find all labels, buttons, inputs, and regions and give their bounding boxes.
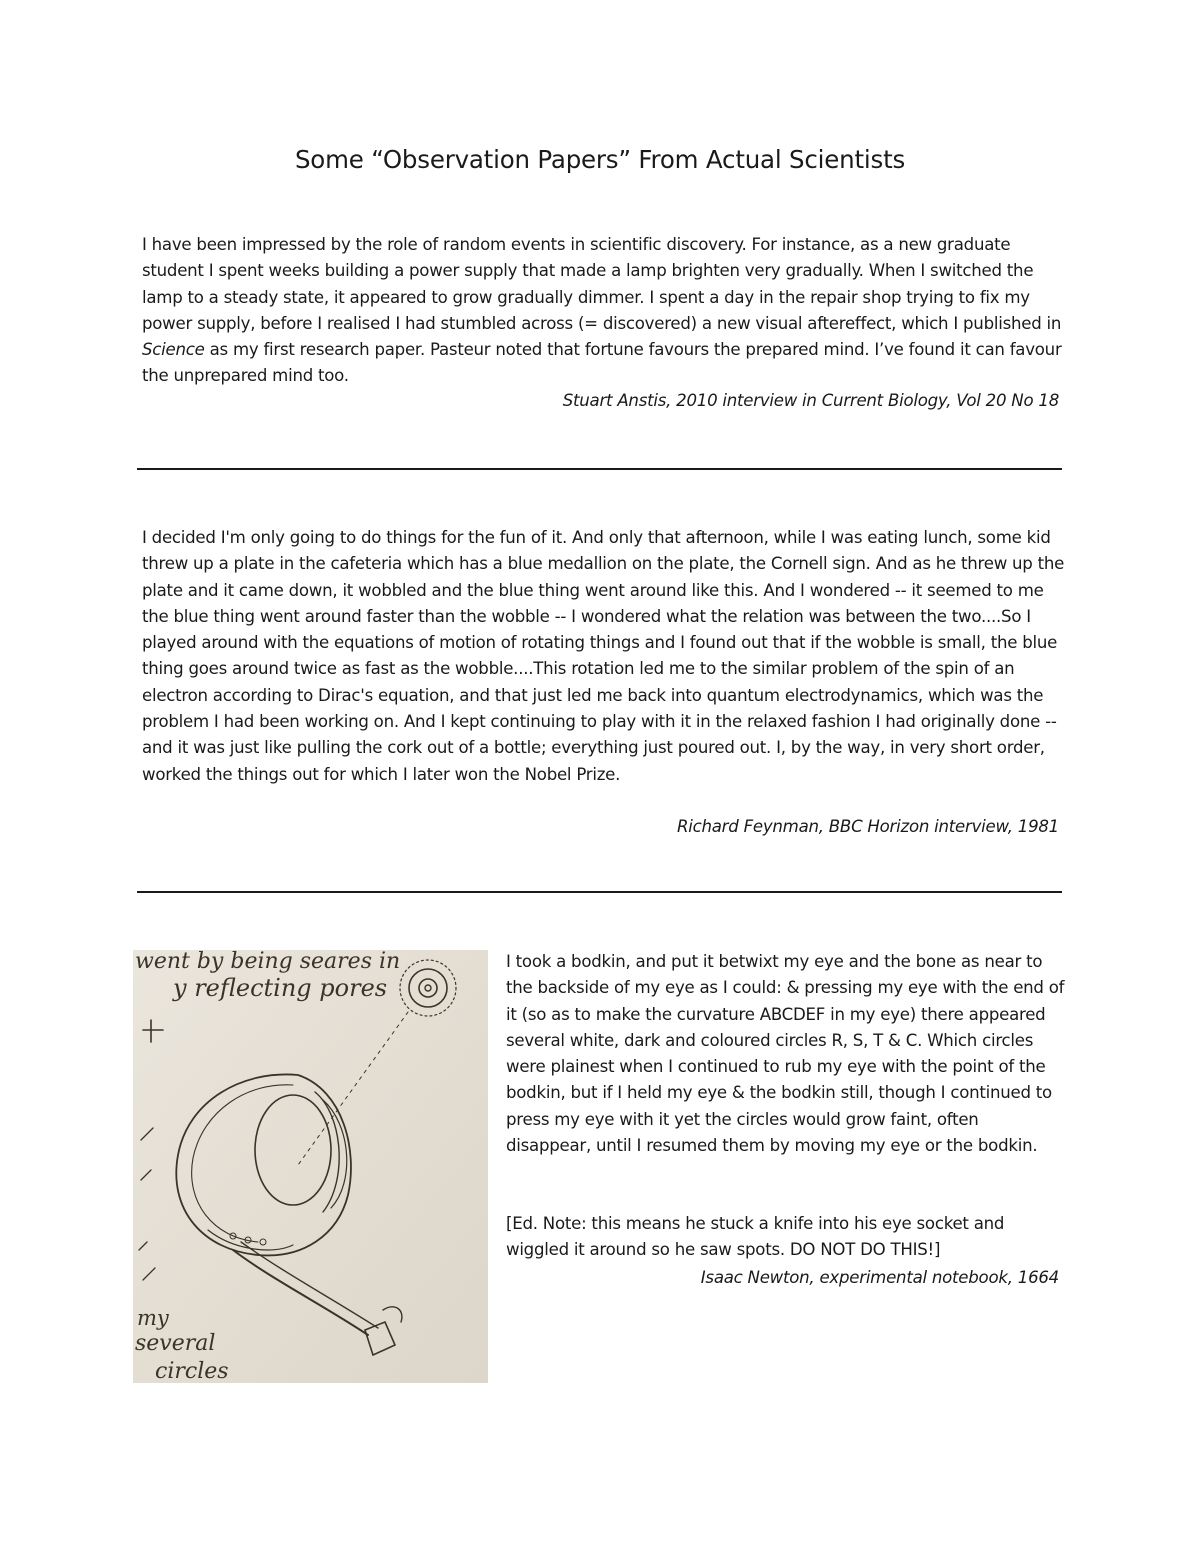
quote-anstis-text-after: as my first research paper. Pasteur noted that fortune favours the prepared mind. I’ve found it can favour the unprepared mind too. — [142, 340, 1062, 386]
editor-note: [Ed. Note: this means he stuck a knife into his eye socket and wiggled it around so he saw spots. DO NOT DO THIS!] — [506, 1214, 1005, 1260]
page-title: Some “Observation Papers” From Actual Scientists — [294, 145, 906, 174]
divider-2 — [137, 891, 1062, 893]
newton-eye-sketch-drawing — [133, 950, 488, 1383]
citation-newton: Isaac Newton, experimental notebook, 1664 — [700, 1268, 1059, 1287]
newton-eye-sketch — [133, 950, 488, 1383]
citation-anstis: Stuart Anstis, 2010 interview in Current Biology, Vol 20 No 18 — [562, 391, 1059, 410]
quote-feynman: I decided I'm only going to do things for the fun of it. And only that afternoon, while I was eating lunch, some kid threw up a plate in the cafeteria which has a blue medallion on the plate, the Cornell sign. And as he threw up the plate and it came down, it wobbled and the blue thing went around like this. And I wondered -- it seemed to me the blue thing went around faster than the wobble -- I wondered what the relation was between the two....So I played around with the equations of motion of rotating things and I found out that if the wobble is small, the blue thing goes around twice as fast as the wobble....This rotation led me to the similar problem of the spin of an electron according to Dirac's equation, and that just led me back into quantum electrodynamics, which was the problem I had been working on. And I kept continuing to play with it in the relaxed fashion I had originally done -- and it was just like pulling the cork out of a bottle; everything just poured out. I, by the way, in very short order, worked the things out for which I later won the Nobel Prize. — [142, 528, 1065, 784]
quote-anstis-emphasis: Science — [142, 340, 205, 360]
quote-newton: I took a bodkin, and put it betwixt my eye and the bone as near to the backside of my eye as I could: & pressing my eye with the end of it (so as to make the curvature ABCDEF in my eye) there appeared several white, dark and coloured circles R, S, T & C. Which circles were plainest when I continued to rub my eye with the point of the bodkin, but if I held my eye & the bodkin still, though I continued to press my eye with it yet the circles would grow faint, often disappear, until I resumed them by moving my eye or the bodkin. — [506, 952, 1065, 1156]
divider-1 — [137, 468, 1062, 470]
sketch-text-line-3: my — [137, 1306, 169, 1330]
quote-anstis-text: I have been impressed by the role of random events in scientific discovery. For instance, as a new graduate student I spent weeks building a power supply that made a lamp brighten very gradually. When I switched the lamp to a steady state, it appeared to grow gradually dimmer. I spent a day in the repair shop trying to fix my power supply, before I realised I had stumbled across (= discovered) a new visual aftereffect, which I published in — [142, 235, 1062, 333]
quote-anstis — [142, 232, 1067, 390]
sketch-text-line-2: y reflecting pores — [173, 974, 388, 1002]
sketch-text-line-5: circles — [155, 1359, 229, 1383]
citation-feynman: Richard Feynman, BBC Horizon interview, 1981 — [676, 817, 1059, 836]
sketch-text-line-1: went by being seares in — [135, 950, 401, 974]
sketch-text-line-4: several — [135, 1331, 216, 1356]
